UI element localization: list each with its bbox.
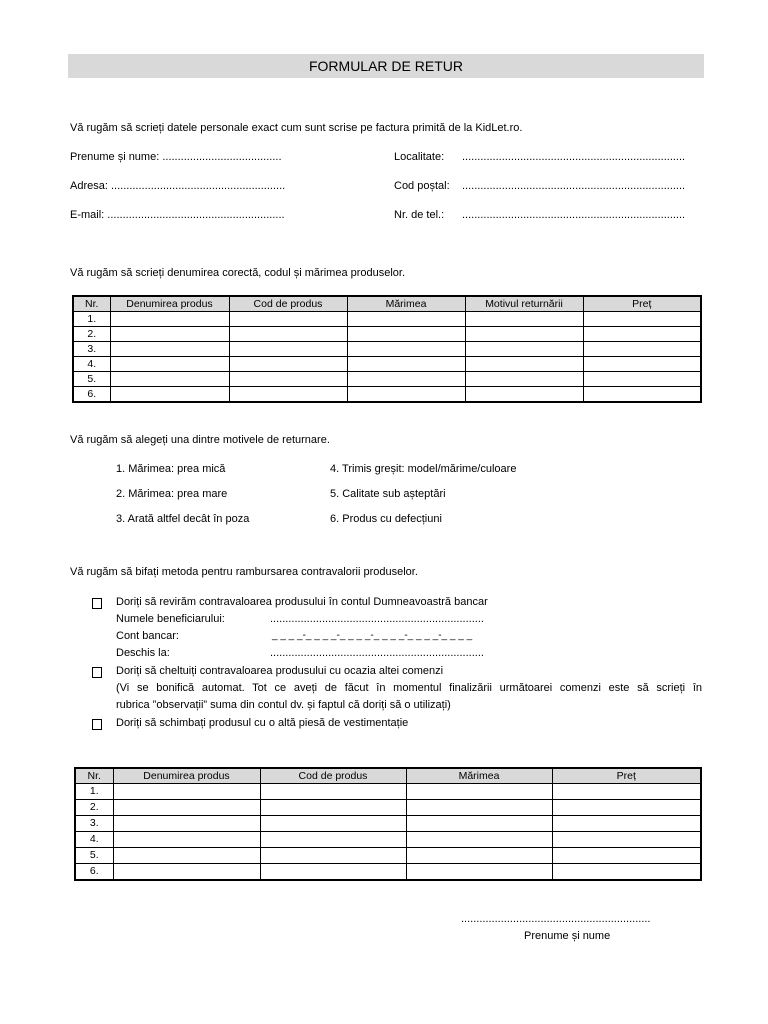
size-cell[interactable] xyxy=(347,387,465,403)
name-field[interactable] xyxy=(70,151,282,163)
reason-1: 1. Mărimea: prea mică xyxy=(116,463,226,475)
product-code-cell[interactable] xyxy=(260,832,406,848)
store-credit-note-2: rubrica ”observații” suma din contul dv. și faptul că doriți să o utilizați) xyxy=(116,699,451,711)
bank-transfer-checkbox[interactable] xyxy=(92,598,102,609)
address-label: Adresa: xyxy=(70,180,108,192)
row-number: 1. xyxy=(75,784,113,800)
size-cell[interactable] xyxy=(406,848,552,864)
table-row xyxy=(75,864,701,880)
product-code-cell[interactable] xyxy=(260,848,406,864)
row-number: 1. xyxy=(73,312,110,327)
exchange-option: Doriți să schimbați produsul cu o altă piesă de vestimentație xyxy=(116,717,409,729)
address-field[interactable] xyxy=(70,180,285,192)
row-number: 4. xyxy=(73,357,110,372)
header-return-reason: Motivul returnării xyxy=(465,296,583,312)
city-field[interactable]: ......................................................................... xyxy=(462,151,686,163)
price-cell[interactable] xyxy=(552,832,701,848)
table-header-row xyxy=(73,296,701,312)
product-code-cell[interactable] xyxy=(229,312,347,327)
product-code-cell[interactable] xyxy=(229,357,347,372)
header-size: Mărimea xyxy=(406,768,552,784)
product-code-cell[interactable] xyxy=(229,387,347,403)
reason-6: 6. Produs cu defecțiuni xyxy=(330,513,442,525)
header-product-code: Cod de produs xyxy=(260,768,406,784)
product-name-cell[interactable] xyxy=(110,387,229,403)
price-cell[interactable] xyxy=(552,800,701,816)
account-field[interactable]: _ _ _ _-_ _ _ _-_ _ _ _-_ _ _ _-_ _ _ _-_ _ _ _ xyxy=(272,630,473,641)
table-row xyxy=(75,848,701,864)
price-cell[interactable] xyxy=(583,312,701,327)
store-credit-note-1: (Vi se bonifică automat. Tot ce aveți de făcut în momentul finalizării următoarei comenzi este să scrieți în xyxy=(116,682,702,694)
product-code-cell[interactable] xyxy=(260,816,406,832)
table-header-row xyxy=(75,768,701,784)
product-code-cell[interactable] xyxy=(229,372,347,387)
exchange-checkbox[interactable] xyxy=(92,719,102,730)
size-cell[interactable] xyxy=(406,800,552,816)
postal-field[interactable]: ......................................................................... xyxy=(462,180,686,192)
form-title: FORMULAR DE RETUR xyxy=(68,54,704,78)
address-line: ......................................................... xyxy=(110,180,286,192)
beneficiary-field[interactable]: ...................................................................... xyxy=(270,613,484,625)
table-row xyxy=(73,312,701,327)
row-number: 4. xyxy=(75,832,113,848)
product-code-cell[interactable] xyxy=(260,800,406,816)
price-cell[interactable] xyxy=(552,784,701,800)
refund-intro: Vă rugăm să bifați metoda pentru rambursarea contravalorii produselor. xyxy=(70,566,418,578)
price-cell[interactable] xyxy=(583,372,701,387)
exchange-table xyxy=(74,767,702,881)
store-credit-option: Doriți să cheltuiți contravaloarea produsului cu ocazia altei comenzi xyxy=(116,665,444,677)
reason-cell[interactable] xyxy=(465,342,583,357)
table-row xyxy=(73,327,701,342)
header-product-code: Cod de produs xyxy=(229,296,347,312)
table-row xyxy=(75,784,701,800)
opened-at-label: Deschis la: xyxy=(116,647,170,659)
size-cell[interactable] xyxy=(347,312,465,327)
price-cell[interactable] xyxy=(583,342,701,357)
row-number: 5. xyxy=(73,372,110,387)
product-code-cell[interactable] xyxy=(229,327,347,342)
row-number: 2. xyxy=(73,327,110,342)
size-cell[interactable] xyxy=(406,864,552,880)
postal-label: Cod poștal: xyxy=(394,180,450,192)
beneficiary-label: Numele beneficiarului: xyxy=(116,613,225,625)
name-label: Prenume și nume: xyxy=(70,151,160,163)
phone-field[interactable]: ......................................................................... xyxy=(462,209,686,221)
opened-at-field[interactable]: ...................................................................... xyxy=(270,647,484,659)
product-name-cell[interactable] xyxy=(113,784,260,800)
price-cell[interactable] xyxy=(583,387,701,403)
size-cell[interactable] xyxy=(406,816,552,832)
phone-label: Nr. de tel.: xyxy=(394,209,445,221)
product-name-cell[interactable] xyxy=(110,312,229,327)
header-price: Preț xyxy=(583,296,701,312)
size-cell[interactable] xyxy=(347,357,465,372)
header-product-name: Denumirea produs xyxy=(113,768,260,784)
signature-label: Prenume și nume xyxy=(524,930,611,942)
product-name-cell[interactable] xyxy=(110,342,229,357)
product-name-cell[interactable] xyxy=(113,864,260,880)
row-number: 5. xyxy=(75,848,113,864)
table-row xyxy=(75,816,701,832)
product-name-cell[interactable] xyxy=(113,816,260,832)
row-number: 6. xyxy=(75,864,113,880)
row-number: 3. xyxy=(75,816,113,832)
email-line: .......................................................... xyxy=(107,209,285,221)
name-line: ....................................... xyxy=(162,151,282,163)
reason-5: 5. Calitate sub așteptări xyxy=(330,488,446,500)
reason-3: 3. Arată altfel decât în poza xyxy=(116,513,250,525)
product-name-cell[interactable] xyxy=(110,372,229,387)
product-name-cell[interactable] xyxy=(113,848,260,864)
reason-2: 2. Mărimea: prea mare xyxy=(116,488,228,500)
price-cell[interactable] xyxy=(583,357,701,372)
size-cell[interactable] xyxy=(406,832,552,848)
intro-text: Vă rugăm să scrieți datele personale exact cum sunt scrise pe factura primită de la KidLet.ro. xyxy=(70,122,523,134)
account-label: Cont bancar: xyxy=(116,630,179,642)
table-row xyxy=(75,800,701,816)
table-row xyxy=(73,387,701,403)
price-cell[interactable] xyxy=(552,816,701,832)
email-label: E-mail: xyxy=(70,209,105,221)
reason-cell[interactable] xyxy=(465,372,583,387)
price-cell[interactable] xyxy=(552,848,701,864)
reason-cell[interactable] xyxy=(465,357,583,372)
table-row xyxy=(75,832,701,848)
row-number: 2. xyxy=(75,800,113,816)
table-row xyxy=(73,357,701,372)
product-name-cell[interactable] xyxy=(110,327,229,342)
bank-transfer-option: Doriți să revirăm contravaloarea produsului în contul Dumneavoastră bancar xyxy=(116,596,488,608)
row-number: 6. xyxy=(73,387,110,403)
size-cell[interactable] xyxy=(347,327,465,342)
product-name-cell[interactable] xyxy=(113,800,260,816)
reason-cell[interactable] xyxy=(465,387,583,403)
header-nr: Nr. xyxy=(75,768,113,784)
header-price: Preț xyxy=(552,768,701,784)
size-cell[interactable] xyxy=(347,372,465,387)
price-cell[interactable] xyxy=(552,864,701,880)
header-nr: Nr. xyxy=(73,296,110,312)
signature-line[interactable]: .............................................................. xyxy=(461,913,651,925)
email-field[interactable] xyxy=(70,209,285,221)
table-row xyxy=(73,372,701,387)
reasons-intro: Vă rugăm să alegeți una dintre motivele de returnare. xyxy=(70,434,330,446)
product-code-cell[interactable] xyxy=(229,342,347,357)
reason-cell[interactable] xyxy=(465,327,583,342)
product-name-cell[interactable] xyxy=(110,357,229,372)
size-cell[interactable] xyxy=(347,342,465,357)
product-code-cell[interactable] xyxy=(260,864,406,880)
header-product-name: Denumirea produs xyxy=(110,296,229,312)
price-cell[interactable] xyxy=(583,327,701,342)
products-intro: Vă rugăm să scrieți denumirea corectă, codul și mărimea produselor. xyxy=(70,267,406,279)
store-credit-checkbox[interactable] xyxy=(92,667,102,678)
city-label: Localitate: xyxy=(394,151,445,163)
product-name-cell[interactable] xyxy=(113,832,260,848)
reason-cell[interactable] xyxy=(465,312,583,327)
reason-4: 4. Trimis greșit: model/mărime/culoare xyxy=(330,463,517,475)
header-size: Mărimea xyxy=(347,296,465,312)
row-number: 3. xyxy=(73,342,110,357)
table-row xyxy=(73,342,701,357)
size-cell[interactable] xyxy=(406,784,552,800)
products-table xyxy=(72,295,702,403)
product-code-cell[interactable] xyxy=(260,784,406,800)
